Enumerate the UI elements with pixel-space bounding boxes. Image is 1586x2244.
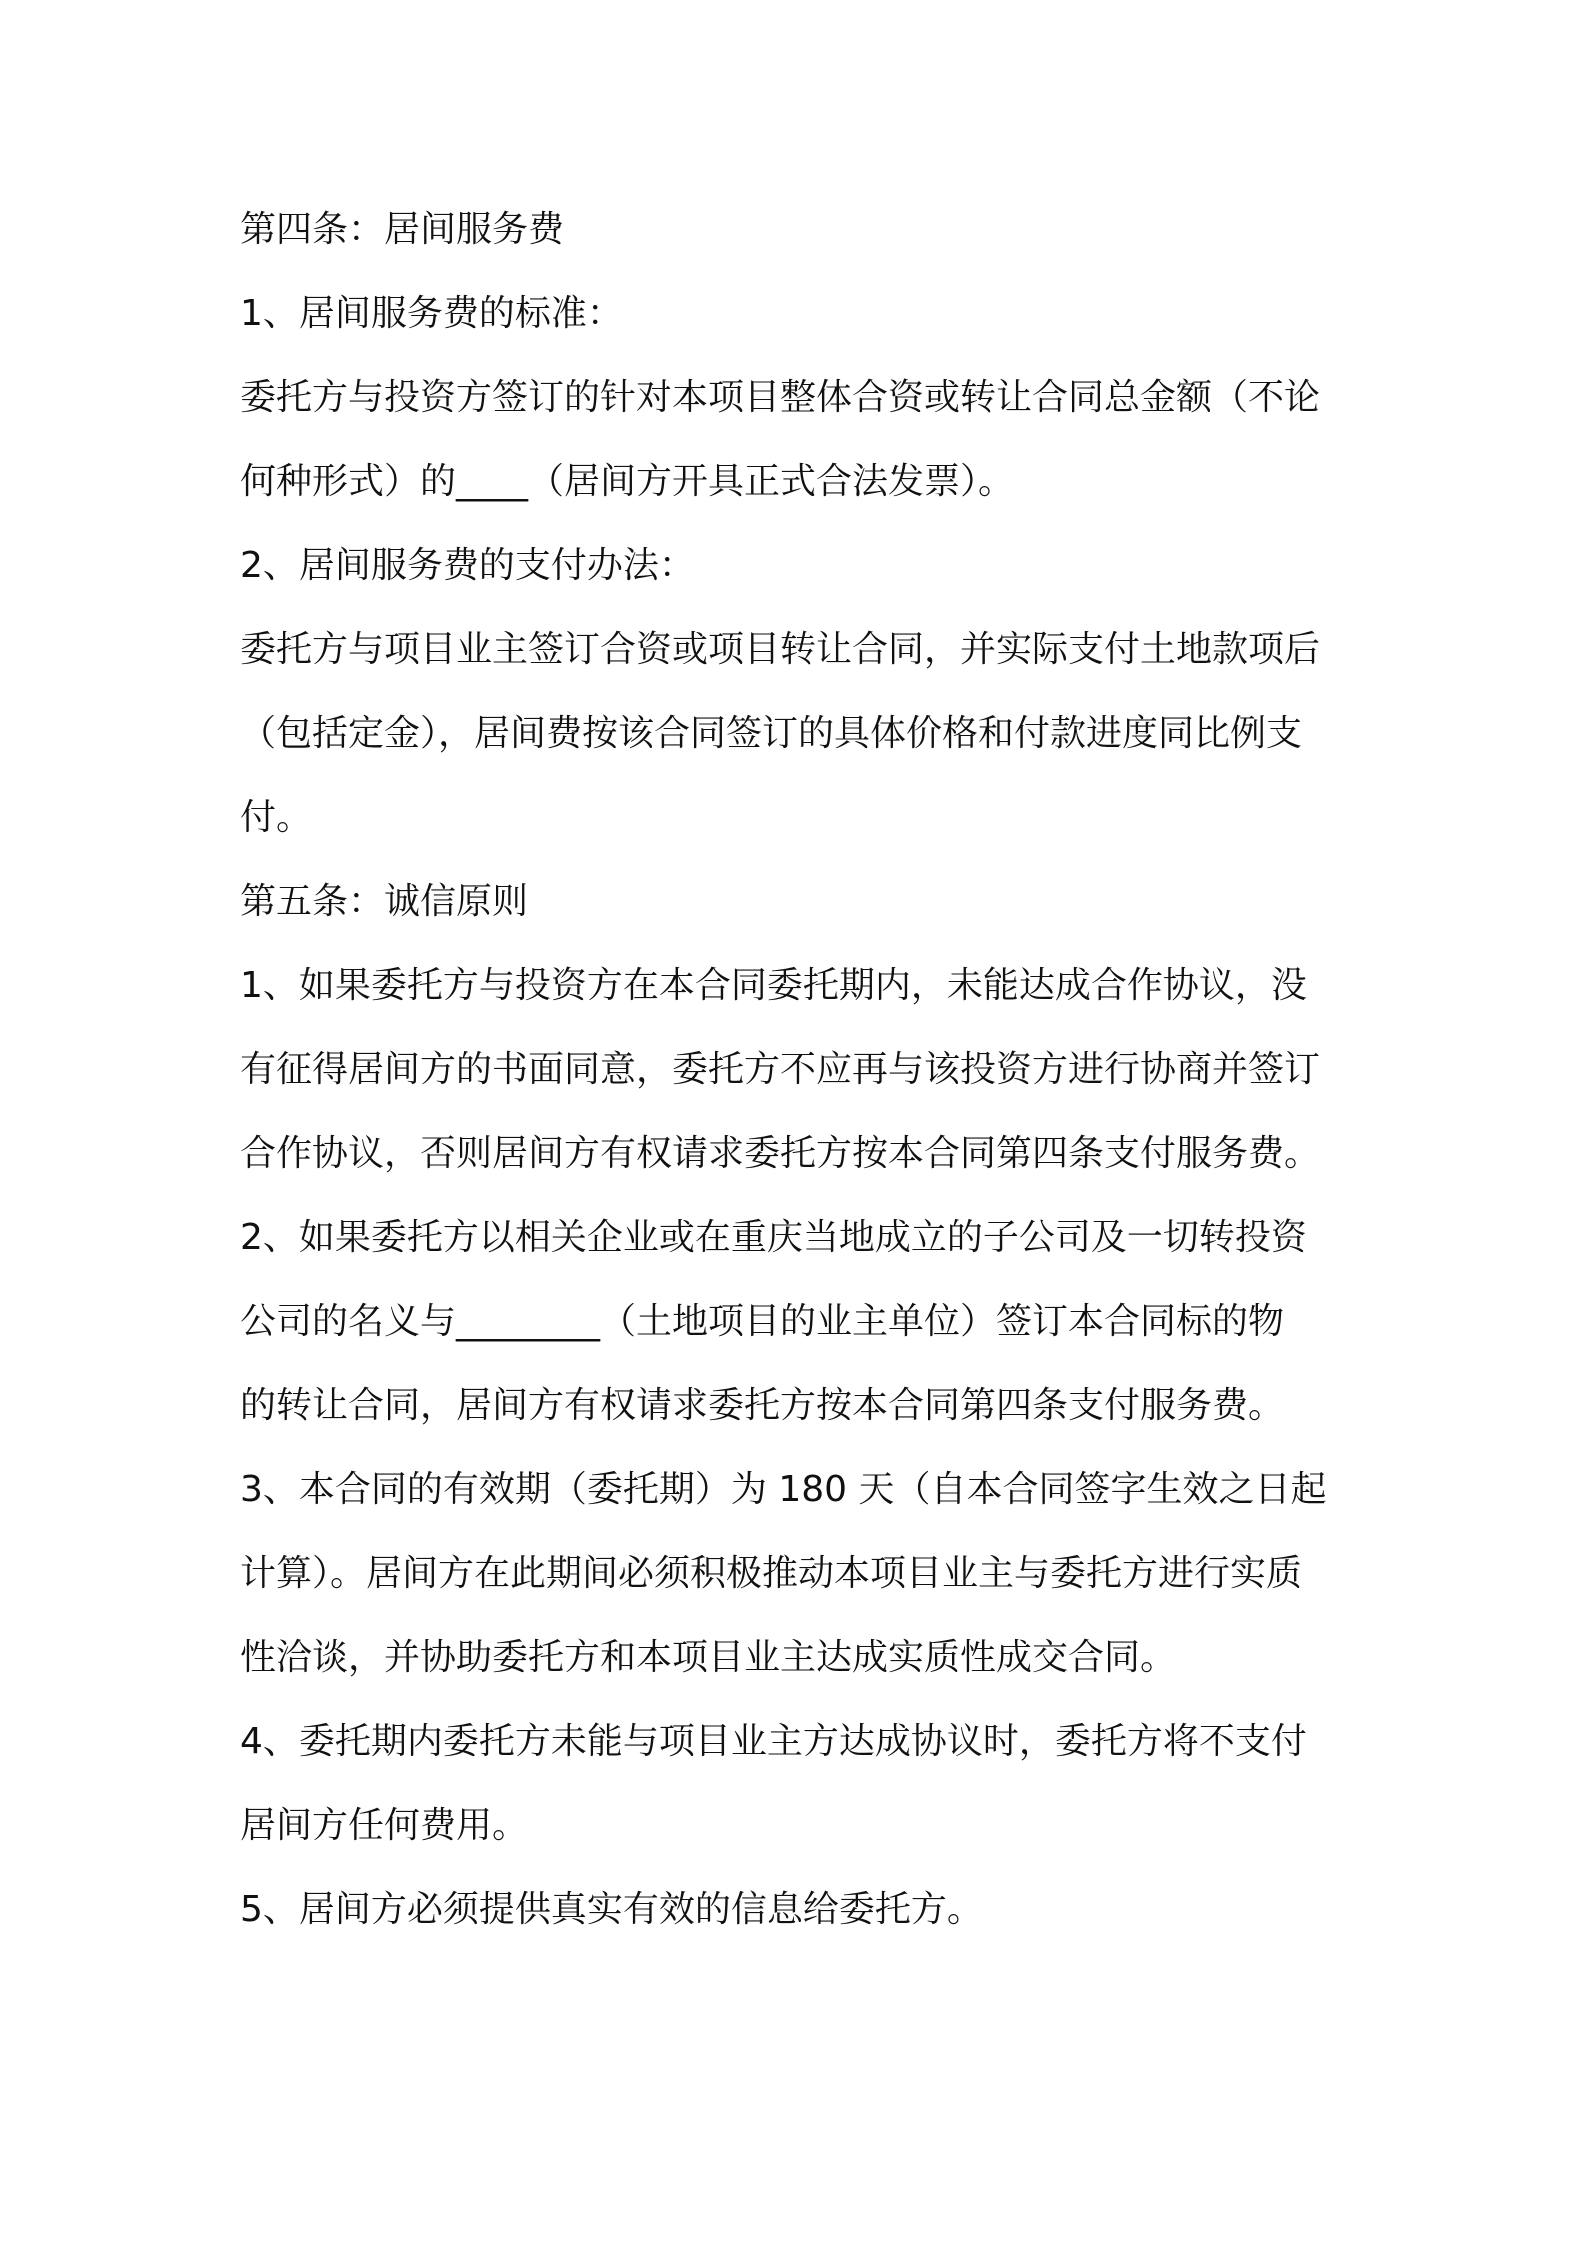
article-4-item-2-line-3: 付。 <box>240 797 313 838</box>
article-4 <box>240 188 1360 860</box>
article-4-item-2-heading: 2、居间服务费的支付办法： <box>240 545 695 586</box>
article-5-item-3-line-2: 计算）。居间方在此期间必须积极推动本项目业主与委托方进行实质 <box>240 1553 1303 1594</box>
article-5-item-2-line-1: 2、如果委托方以相关企业或在重庆当地成立的子公司及一切转投资 <box>240 1217 1307 1258</box>
article-5-item-4-line-2: 居间方任何费用。 <box>240 1805 529 1846</box>
article-4-heading: 第四条：居间服务费 <box>240 209 565 250</box>
article-4-item-1-line-1: 委托方与投资方签订的针对本项目整体合资或转让合同总金额（不论 <box>240 377 1321 418</box>
article-5-item-2-line-2: 公司的名义与________（土地项目的业主单位）签订本合同标的物 <box>240 1301 1285 1342</box>
article-5-item-1-line-3: 合作协议，否则居间方有权请求委托方按本合同第四条支付服务费。 <box>240 1133 1321 1174</box>
article-5-item-1-line-2: 有征得居间方的书面同意，委托方不应再与该投资方进行协商并签订 <box>240 1049 1321 1090</box>
article-5 <box>240 860 1360 1952</box>
article-5-item-5-line-1: 5、居间方必须提供真实有效的信息给委托方。 <box>240 1889 983 1930</box>
article-4-item-1-line-2: 何种形式）的____（居间方开具正式合法发票）。 <box>240 461 1015 502</box>
article-5-item-3-line-3: 性洽谈，并协助委托方和本项目业主达成实质性成交合同。 <box>240 1637 1177 1678</box>
article-5-item-4-line-1: 4、委托期内委托方未能与项目业主方达成协议时，委托方将不支付 <box>240 1721 1307 1762</box>
document-body <box>240 188 1360 1952</box>
article-5-item-3-line-1: 3、本合同的有效期（委托期）为 180 天（自本合同签字生效之日起 <box>240 1469 1327 1510</box>
article-5-heading: 第五条：诚信原则 <box>240 881 529 922</box>
article-5-item-1-line-1: 1、如果委托方与投资方在本合同委托期内，未能达成合作协议，没 <box>240 965 1307 1006</box>
article-4-item-1-heading: 1、居间服务费的标准： <box>240 293 623 334</box>
article-5-item-2-line-3: 的转让合同，居间方有权请求委托方按本合同第四条支付服务费。 <box>240 1385 1285 1426</box>
article-4-item-2-line-1: 委托方与项目业主签订合资或项目转让合同，并实际支付土地款项后 <box>240 629 1321 670</box>
article-4-item-2-line-2: （包括定金），居间费按该合同签订的具体价格和付款进度同比例支 <box>240 713 1303 754</box>
